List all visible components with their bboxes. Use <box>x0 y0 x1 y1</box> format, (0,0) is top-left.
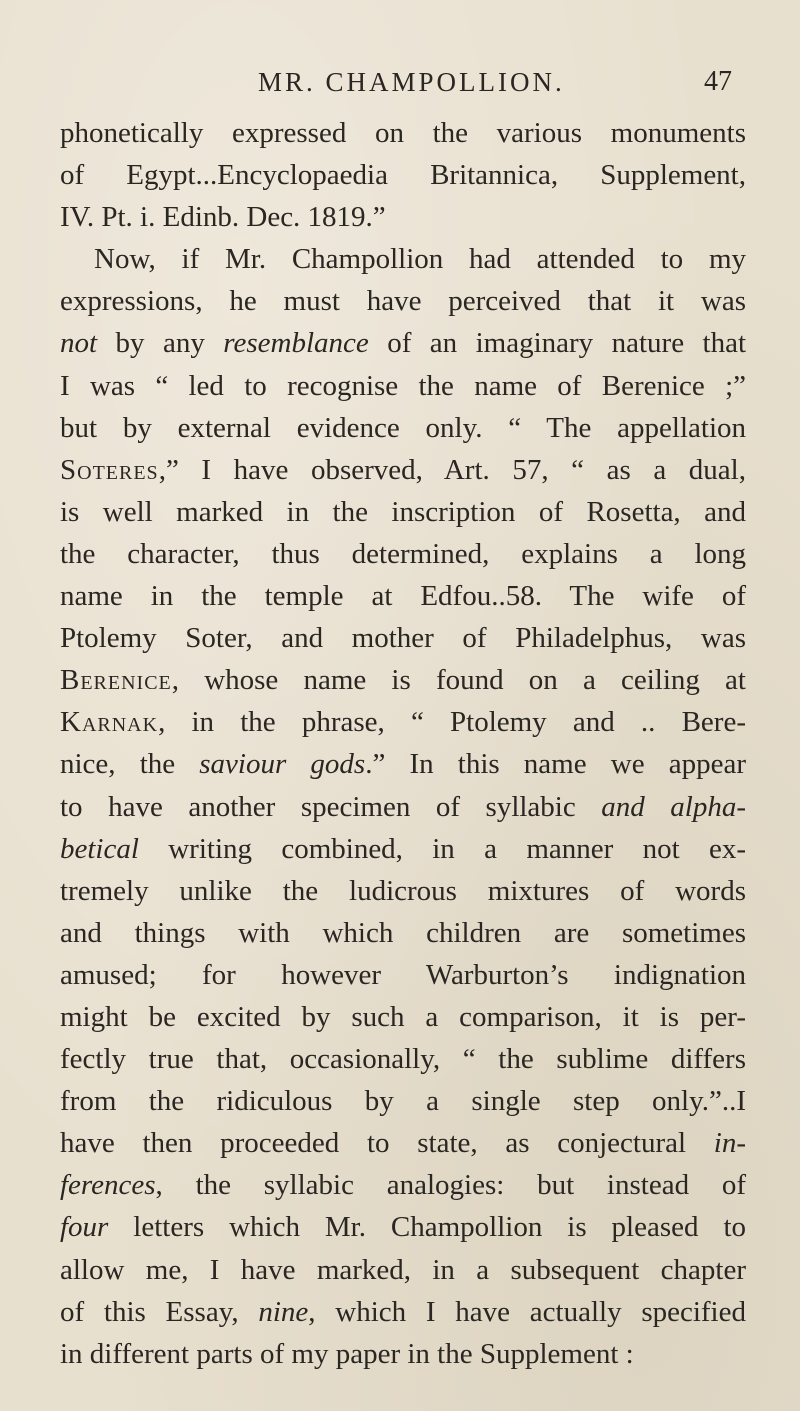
running-title: MR. CHAMPOLLION. <box>258 67 565 97</box>
text-segment: amused; for however Warburton’s indignation <box>60 958 746 991</box>
text-line <box>60 238 746 280</box>
text-segment: from the ridiculous by a single step only.”..I <box>60 1085 746 1118</box>
text-segment: saviour gods <box>199 748 366 781</box>
text-segment: Karnak <box>60 706 159 739</box>
text-segment: Ptolemy Soter, and mother of Philadelphus, was <box>60 622 746 655</box>
text-segment: to have another specimen of syllabic <box>60 790 602 823</box>
text-segment: nine <box>258 1295 309 1328</box>
text-segment: in different parts of my paper in the Supplement : <box>60 1337 634 1370</box>
text-segment: the character, thus determined, explains a long <box>60 537 746 570</box>
running-head <box>0 62 800 102</box>
text-segment: by any <box>97 327 224 360</box>
text-segment: of this Essay, <box>60 1295 259 1328</box>
text-segment: have then proceeded to state, as conjectural <box>60 1127 714 1160</box>
text-line <box>60 786 746 828</box>
text-segment: ,” I have observed, Art. 57, “ as a dual, <box>158 453 746 486</box>
text-segment: in- <box>713 1127 746 1160</box>
text-line <box>60 1038 746 1080</box>
text-line <box>60 154 746 196</box>
text-segment: writing combined, in a manner not ex- <box>138 832 746 865</box>
text-segment: Now, if Mr. Champollion had attended to my <box>94 243 746 276</box>
text-segment: and things with which children are sometimes <box>60 916 746 949</box>
text-line <box>60 996 746 1038</box>
text-line <box>60 365 746 407</box>
text-segment: phonetically expressed on the various monuments <box>60 117 746 149</box>
text-segment: , whose name is found on a ceiling at <box>171 664 746 697</box>
text-line <box>60 196 746 238</box>
text-line <box>60 870 746 912</box>
text-segment: IV. Pt. i. Edinb. Dec. 1819.” <box>60 201 386 234</box>
text-line <box>60 112 746 154</box>
text-line <box>60 617 746 659</box>
text-line <box>60 1164 746 1206</box>
text-segment: Berenice <box>60 664 172 697</box>
text-line <box>60 1122 746 1164</box>
text-segment: letters which Mr. Champollion is pleased to <box>108 1211 746 1244</box>
text-line <box>60 1291 746 1333</box>
text-segment: of Egypt...Encyclopaedia Britannica, Supplement, <box>60 159 746 192</box>
text-line <box>60 533 746 575</box>
text-segment: but by external evidence only. “ The appellation <box>60 411 746 444</box>
text-line <box>60 743 746 785</box>
text-segment: betical <box>60 832 139 865</box>
text-line <box>60 1333 746 1375</box>
text-line <box>60 1080 746 1122</box>
text-line <box>60 322 746 364</box>
text-line <box>60 280 746 322</box>
text-segment: might be excited by such a comparison, it is per- <box>60 1000 746 1033</box>
text-segment: .” In this name we appear <box>365 748 746 781</box>
text-segment: four <box>60 1211 109 1244</box>
text-segment: resemblance <box>223 327 369 360</box>
text-segment: fectly true that, occasionally, “ the sublime differs <box>60 1043 746 1076</box>
text-line <box>60 407 746 449</box>
text-line <box>60 912 746 954</box>
body-text <box>60 112 746 1375</box>
text-line <box>60 701 746 743</box>
text-segment: of an imaginary nature that <box>368 327 747 360</box>
text-line <box>60 1249 746 1291</box>
text-line <box>60 828 746 870</box>
page-number: 47 <box>704 66 732 97</box>
text-segment: , the syllabic analogies: but instead of <box>155 1169 746 1202</box>
text-line <box>60 575 746 617</box>
text-segment: and alpha- <box>601 790 747 823</box>
text-line <box>60 491 746 533</box>
text-segment: allow me, I have marked, in a subsequent chapter <box>60 1253 746 1286</box>
text-segment: nice, the <box>60 748 200 781</box>
text-segment: , which I have actually specified <box>308 1295 746 1328</box>
text-segment: not <box>60 327 98 360</box>
text-segment: expressions, he must have perceived that it was <box>60 285 746 318</box>
text-segment: name in the temple at Edfou..58. The wife of <box>60 580 746 613</box>
text-segment: is well marked in the inscription of Rosetta, and <box>60 495 746 528</box>
text-segment: ferences <box>60 1169 156 1202</box>
text-line <box>60 954 746 996</box>
text-line <box>60 659 746 701</box>
text-line <box>60 1206 746 1248</box>
text-segment: tremely unlike the ludicrous mixtures of words <box>60 874 746 907</box>
text-segment: I was “ led to recognise the name of Berenice ;” <box>60 369 746 402</box>
text-line <box>60 449 746 491</box>
text-segment: Soteres <box>60 453 159 486</box>
text-segment: , in the phrase, “ Ptolemy and .. Bere- <box>158 706 746 739</box>
